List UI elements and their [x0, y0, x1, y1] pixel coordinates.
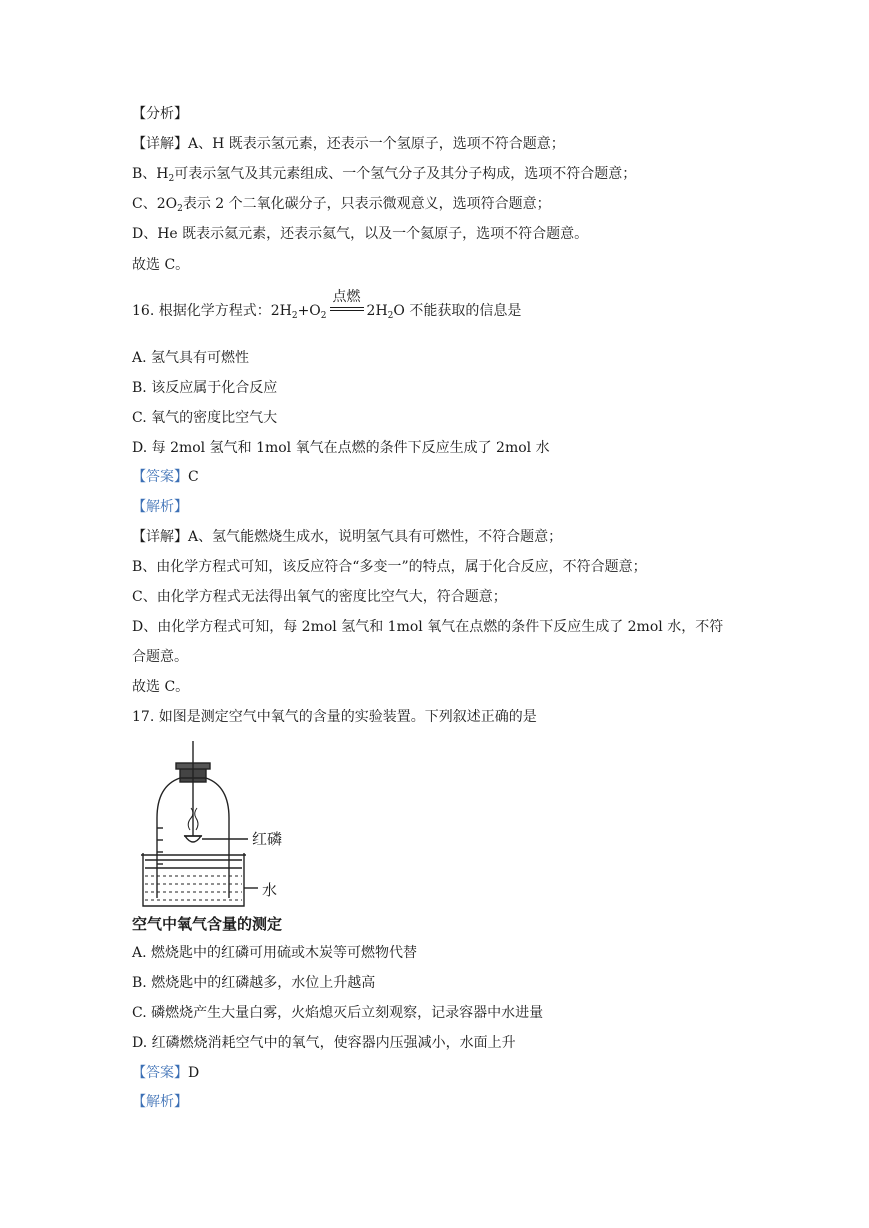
- oxygen-content-apparatus: [140, 738, 320, 910]
- q15-c-post: 表示 2 个二氧化碳分子，只表示微观意义，选项符合题意；: [182, 196, 551, 212]
- q17-stem: 17. 如图是测定空气中氧气的含量的实验装置。下列叙述正确的是: [132, 709, 537, 725]
- q16-plus-o: +O: [297, 303, 321, 319]
- q16-sub-h2o: 2: [387, 311, 394, 321]
- q16-detail-d2: 合题意。: [132, 649, 188, 665]
- reaction-condition: [330, 289, 364, 321]
- q17-analysis-heading: 【解析】: [132, 1094, 188, 1110]
- q15-b-sub: 2: [168, 174, 175, 184]
- q15-detail-b: [132, 164, 636, 184]
- q16-detail-a-text: A、氢气能燃烧生成水，说明氢气具有可燃性，不符合题意；: [188, 529, 563, 545]
- q15-analysis-heading: 【分析】: [132, 106, 188, 122]
- q16-analysis-heading: 【解析】: [132, 499, 188, 515]
- q15-detail-a: [132, 134, 565, 154]
- q16-detail-b: B、由化学方程式可知，该反应符合“多变一”的特点，属于化合反应，不符合题意；: [132, 559, 647, 575]
- q16-stem: [132, 289, 522, 321]
- combustion-spoon: [185, 836, 201, 842]
- q15-detail-heading: 【详解】: [132, 136, 188, 152]
- q16-answer-heading: 【答案】: [132, 469, 188, 485]
- label-red-phosphorus: 红磷: [252, 830, 283, 848]
- q16-detail-heading: 【详解】: [132, 529, 188, 545]
- q15-b-pre: B、H: [132, 166, 169, 182]
- q15-c-pre: C、2O: [132, 196, 178, 212]
- q16-option-a: A. 氢气具有可燃性: [132, 350, 250, 366]
- q16-conclusion: 故选 C。: [132, 679, 190, 695]
- q16-stem-post: O 不能获取的信息是: [393, 303, 522, 319]
- q15-detail-c: [132, 194, 551, 214]
- q16-option-d: D. 每 2mol 氢气和 1mol 氧气在点燃的条件下反应生成了 2mol 水: [132, 440, 550, 456]
- q16-stem-pre: 16. 根据化学方程式：2H: [132, 303, 292, 319]
- q15-c-sub: 2: [177, 204, 183, 214]
- equals-bar-bottom: [330, 310, 364, 311]
- q17-option-c: C. 磷燃烧产生大量白雾，火焰熄灭后立刻观察，记录容器中水进量: [132, 1005, 544, 1021]
- q17-answer-value: D: [188, 1065, 200, 1081]
- q15-conclusion: 故选 C。: [132, 257, 190, 273]
- q17-option-d: D. 红磷燃烧消耗空气中的氧气，使容器内压强减小，水面上升: [132, 1035, 516, 1051]
- label-water: 水: [262, 881, 278, 899]
- smoke: [188, 808, 193, 830]
- q16-answer-value: C: [188, 469, 199, 485]
- q16-detail-d1: D、由化学方程式可知，每 2mol 氢气和 1mol 氧气在点燃的条件下反应生成了 2mol 水，不符: [132, 619, 724, 635]
- q15-b-post: 可表示氢气及其元素组成、一个氢气分子及其分子构成，选项不符合题意；: [174, 166, 637, 182]
- reaction-condition-text: 点燃: [332, 289, 361, 305]
- q16-sub-o2: 2: [320, 311, 327, 321]
- q16-option-c: C. 氧气的密度比空气大: [132, 410, 278, 426]
- q16-detail-a: [132, 527, 562, 547]
- q16-answer: [132, 467, 199, 487]
- q17-option-a: A. 燃烧匙中的红磷可用硫或木炭等可燃物代替: [132, 945, 418, 961]
- equals-bar-top: [330, 307, 364, 308]
- q16-product-pre: 2H: [366, 303, 388, 319]
- q17-answer: [132, 1063, 199, 1083]
- q16-detail-c: C、由化学方程式无法得出氧气的密度比空气大，符合题意；: [132, 589, 507, 605]
- q17-option-b: B. 燃烧匙中的红磷越多，水位上升越高: [132, 975, 376, 991]
- figure-caption: 空气中氧气含量的测定: [132, 915, 283, 933]
- q16-option-b: B. 该反应属于化合反应: [132, 380, 278, 396]
- q16-sub-h2: 2: [291, 311, 298, 321]
- q15-detail-a-text: A、H 既表示氢元素，还表示一个氢原子，选项不符合题意；: [188, 136, 565, 152]
- q15-detail-d: D、He 既表示氦元素，还表示氦气，以及一个氦原子，选项不符合题意。: [132, 226, 589, 242]
- q17-answer-heading: 【答案】: [132, 1065, 188, 1081]
